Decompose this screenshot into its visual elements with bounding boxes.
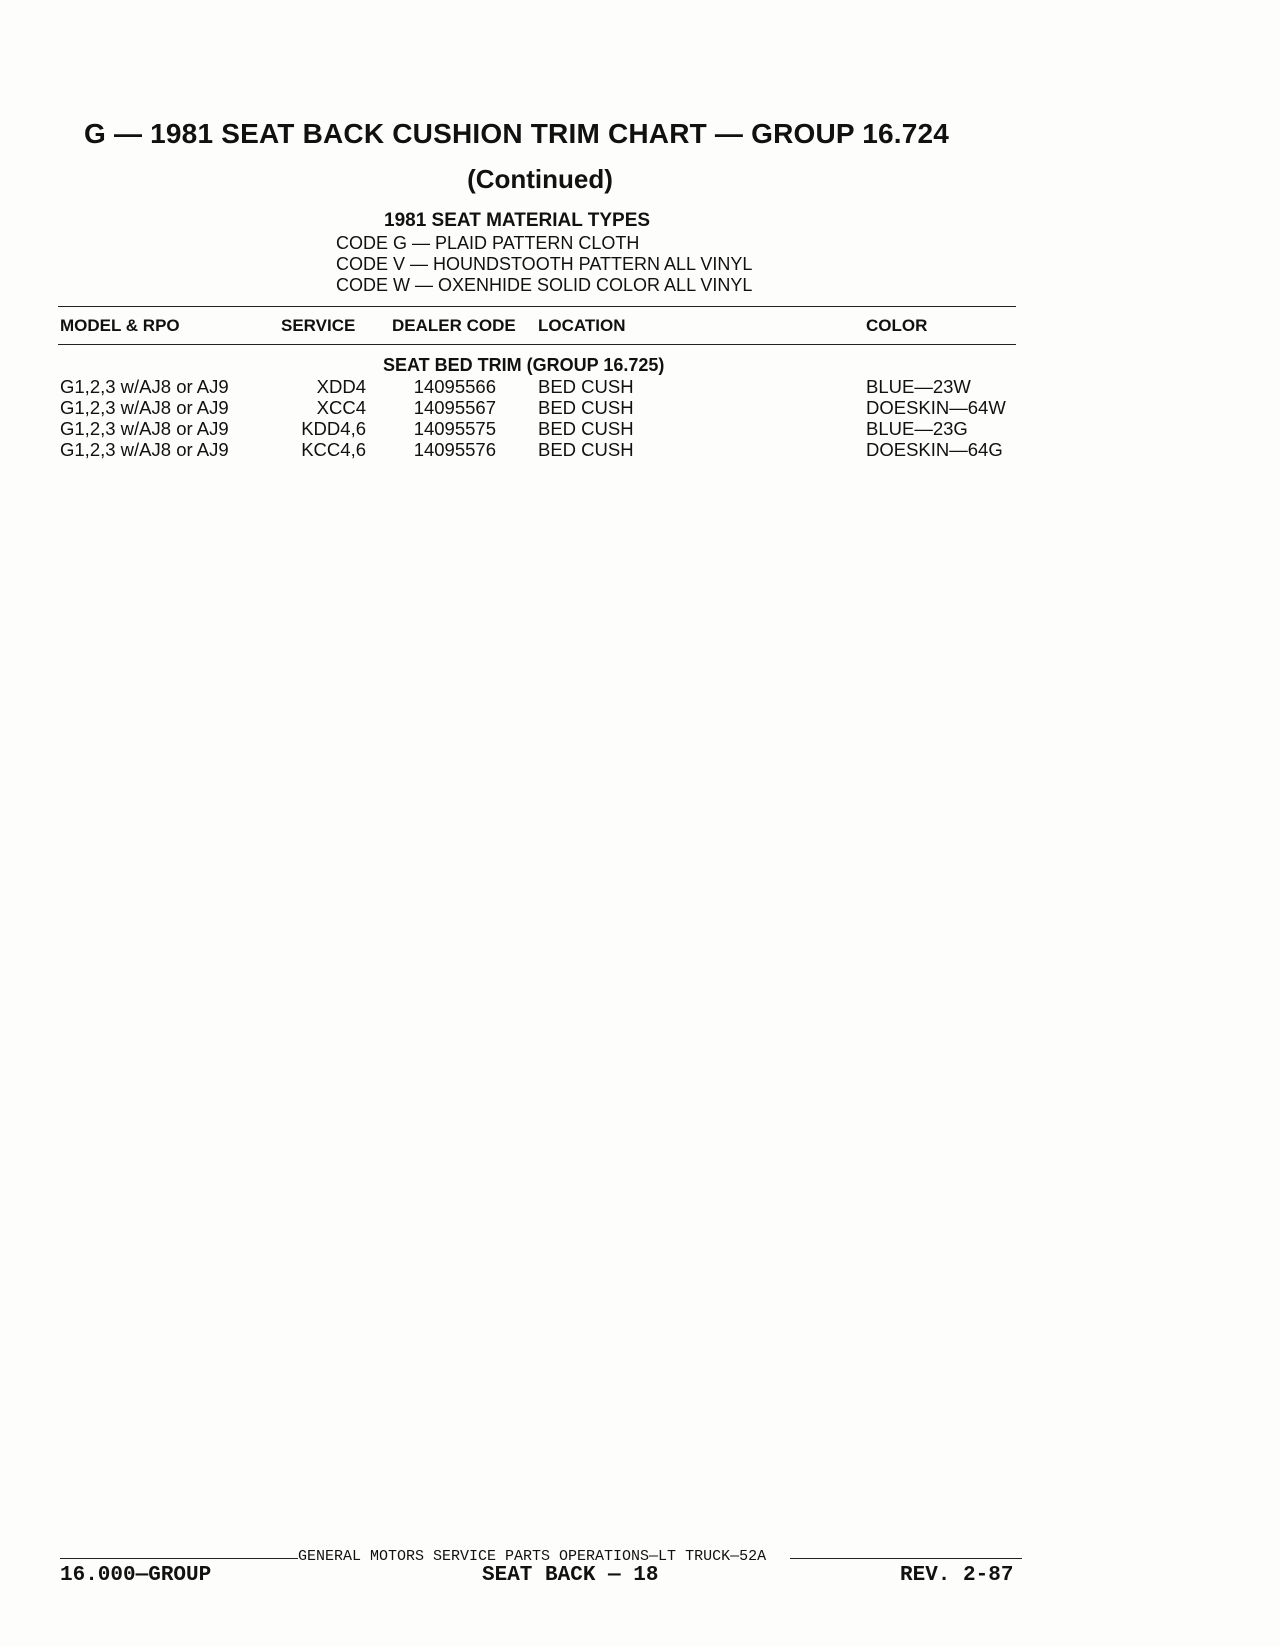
footer-page-label: SEAT BACK — 18 [482,1564,659,1587]
cell-color: DOESKIN—64W [866,397,1006,418]
column-header-location: LOCATION [538,316,626,335]
footer-revision-label: REV. 2-87 [900,1564,1014,1587]
cell-location: BED CUSH [538,397,634,418]
material-types-heading: 1981 SEAT MATERIAL TYPES [384,210,651,231]
cell-location: BED CUSH [538,376,634,397]
page-title: G — 1981 SEAT BACK CUSHION TRIM CHART — GROUP 16.724 [84,118,950,149]
footer-group-label: 16.000—GROUP [60,1564,212,1587]
cell-dealer-code: 14095576 [413,439,496,460]
material-code-line: CODE V — HOUNDSTOOTH PATTERN ALL VINYL [336,254,753,274]
cell-location: BED CUSH [538,418,634,439]
table-top-rule [58,306,1016,307]
cell-dealer-code: 14095566 [413,376,496,397]
cell-model: G1,2,3 w/AJ8 or AJ9 [60,397,229,418]
section-heading: SEAT BED TRIM (GROUP 16.725) [383,355,665,375]
material-code-line: CODE G — PLAID PATTERN CLOTH [336,233,640,253]
table-header-rule [58,344,1016,345]
cell-model: G1,2,3 w/AJ8 or AJ9 [60,439,229,460]
column-header-model: MODEL & RPO [60,316,180,335]
cell-service: XCC4 [316,397,366,418]
material-types-block [336,210,752,296]
column-header-color: COLOR [866,316,928,335]
cell-color: BLUE—23G [866,418,968,439]
footer-rule-right [790,1558,1022,1559]
cell-service: KCC4,6 [301,439,366,460]
footer-publisher-line: GENERAL MOTORS SERVICE PARTS OPERATIONS—LT TRUCK—52A [298,1548,767,1565]
page-subtitle: (Continued) [467,164,613,194]
cell-model: G1,2,3 w/AJ8 or AJ9 [60,418,229,439]
table-row [0,376,1280,397]
footer-rule-left [60,1558,298,1559]
cell-location: BED CUSH [538,439,634,460]
cell-color: DOESKIN—64G [866,439,1003,460]
cell-model: G1,2,3 w/AJ8 or AJ9 [60,376,229,397]
column-header-service: SERVICE [281,316,356,335]
table-row [0,418,1280,439]
column-header-dealer-code: DEALER CODE [392,316,516,335]
material-code-line: CODE W — OXENHIDE SOLID COLOR ALL VINYL [336,275,753,295]
cell-service: XDD4 [316,376,366,397]
cell-dealer-code: 14095567 [413,397,496,418]
cell-color: BLUE—23W [866,376,971,397]
table-row [0,439,1280,460]
cell-dealer-code: 14095575 [413,418,496,439]
cell-service: KDD4,6 [301,418,366,439]
table-row [0,397,1280,418]
